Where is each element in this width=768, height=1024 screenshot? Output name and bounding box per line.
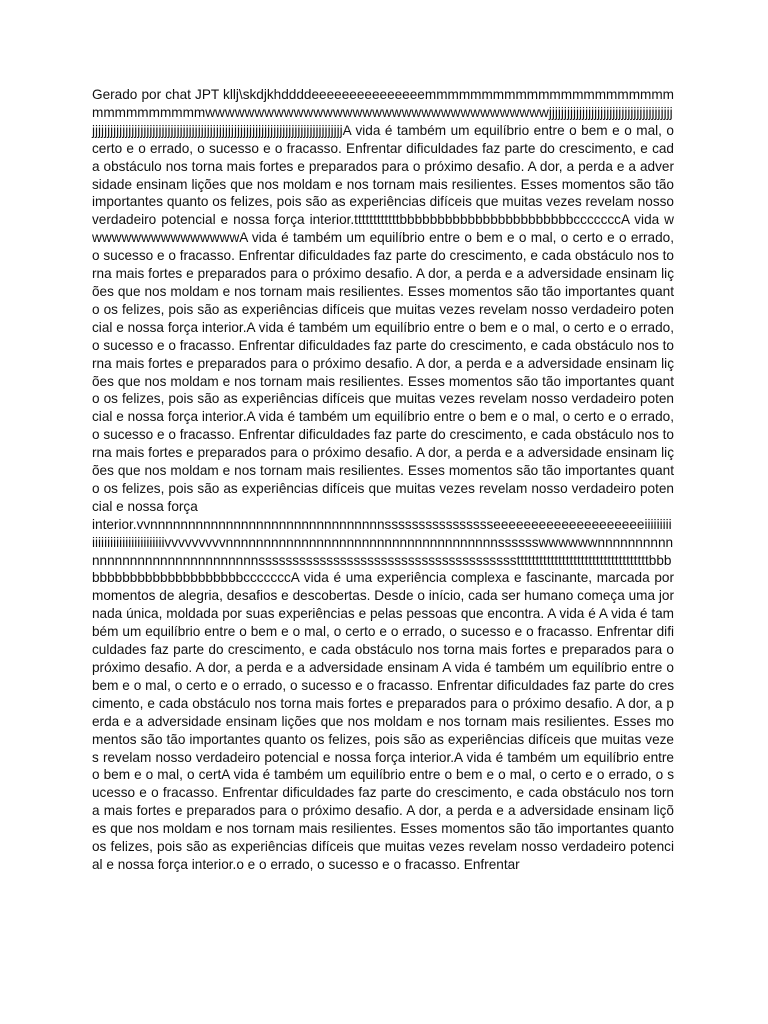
body-paragraph-1: Gerado por chat JPT kllj\skdjkhddddeeeeeeeeeeeeeeemmmmmmmmmmmmmmmmmmmmmmmmmmmmmmmmwwwwwwwwwwwwwwwwwwwwwwwwwwwwwwwwwwwjjjjjjjjjjjjjjjjjjjjjjjjjjjjjjjjjjjjjjjjjjjjjjjjjjjjjjjjjjjjjjjjjjjjjjjjjjjjjjjjjjjjjjjjjjjjjjjjjjjjjjjjjjjjjjjjjjjjjjjjjjjjA vida é também um equilíbrio entre o bem e o mal, o certo e o errado, o sucesso e o fracasso. Enfrentar dificuldades faz parte do crescimento, e cada obstáculo nos torna mais fortes e preparados para o próximo desafio. A dor, a perda e a adversidade ensinam lições que nos moldam e nos tornam mais resilientes. Esses momentos são tão importantes quanto os felizes, pois são as experiências difíceis que muitas vezes revelam nosso verdadeiro potencial e nossa força interior.ttttttttttttbbbbbbbbbbbbbbbbbbbbbbbcccccccA vida wwwwwwwwwwwwwwwwA vida é também um equilíbrio entre o bem e o mal, o certo e o errado, o sucesso e o fracasso. Enfrentar dificuldades faz parte do crescimento, e cada obstáculo nos torna mais fortes e preparados para o próximo desafio. A dor, a perda e a adversidade ensinam lições que nos moldam e nos tornam mais resilientes. Esses momentos são tão importantes quanto os felizes, pois são as experiências difíceis que muitas vezes revelam nosso verdadeiro potencial e nossa força interior.A vida é também um equilíbrio entre o bem e o mal, o certo e o errado, o sucesso e o fracasso. Enfrentar dificuldades faz parte do crescimento, e cada obstáculo nos torna mais fortes e preparados para o próximo desafio. A dor, a perda e a adversidade ensinam lições que nos moldam e nos tornam mais resilientes. Esses momentos são tão importantes quanto os felizes, pois são as experiências difíceis que muitas vezes revelam nosso verdadeiro potencial e nossa força interior.A vida é também um equilíbrio entre o bem e o mal, o certo e o errado, o sucesso e o fracasso. Enfrentar dificuldades faz parte do crescimento, e cada obstáculo nos torna mais fortes e preparados para o próximo desafio. A dor, a perda e a adversidade ensinam lições que nos moldam e nos tornam mais resilientes. Esses momentos são tão importantes quanto os felizes, pois são as experiências difíceis que muitas vezes revelam nosso verdadeiro potencial e nossa força	[92, 87, 674, 514]
body-paragraph-2: interior.vvnnnnnnnnnnnnnnnnnnnnnnnnnnnnnnnsssssssssssssssseeeeeeeeeeeeeeeeeeeeiiiiiiiiiiiiiiiiiiiiiiiiiiiiiiiiivvvvvvvvvnnnnnnnnnnnnnnnnnnnnnnnnnnnnnnnnnnnnsssssswwwwwwnnnnnnnnnnnnnnnnnnnnnnnnnnnnnnnnsssssssssssssssssssssssssssssssssssssstttttttttttttttttttttttttttttttttttbbbbbbbbbbbbbbbbbbbbbbbcccccccA vida é uma experiência complexa e fascinante, marcada por momentos de alegria, desafios e descobertas. Desde o início, cada ser humano começa uma jornada única, moldada por suas experiências e pelas pessoas que encontra. A vida é A vida é também um equilíbrio entre o bem e o mal, o certo e o errado, o sucesso e o fracasso. Enfrentar dificuldades faz parte do crescimento, e cada obstáculo nos torna mais fortes e preparados para o próximo desafio. A dor, a perda e a adversidade ensinam A vida é também um equilíbrio entre o bem e o mal, o certo e o errado, o sucesso e o fracasso. Enfrentar dificuldades faz parte do crescimento, e cada obstáculo nos torna mais fortes e preparados para o próximo desafio. A dor, a perda e a adversidade ensinam lições que nos moldam e nos tornam mais resilientes. Esses momentos são tão importantes quanto os felizes, pois são as experiências difíceis que muitas vezes revelam nosso verdadeiro potencial e nossa força interior.A vida é também um equilíbrio entre o bem e o mal, o certA vida é também um equilíbrio entre o bem e o mal, o certo e o errado, o sucesso e o fracasso. Enfrentar dificuldades faz parte do crescimento, e cada obstáculo nos torna mais fortes e preparados para o próximo desafio. A dor, a perda e a adversidade ensinam lições que nos moldam e nos tornam mais resilientes. Esses momentos são tão importantes quanto os felizes, pois são as experiências difíceis que muitas vezes revelam nosso verdadeiro potencial e nossa força interior.o e o errado, o sucesso e o fracasso. Enfrentar	[92, 516, 674, 872]
document-page	[92, 86, 674, 874]
